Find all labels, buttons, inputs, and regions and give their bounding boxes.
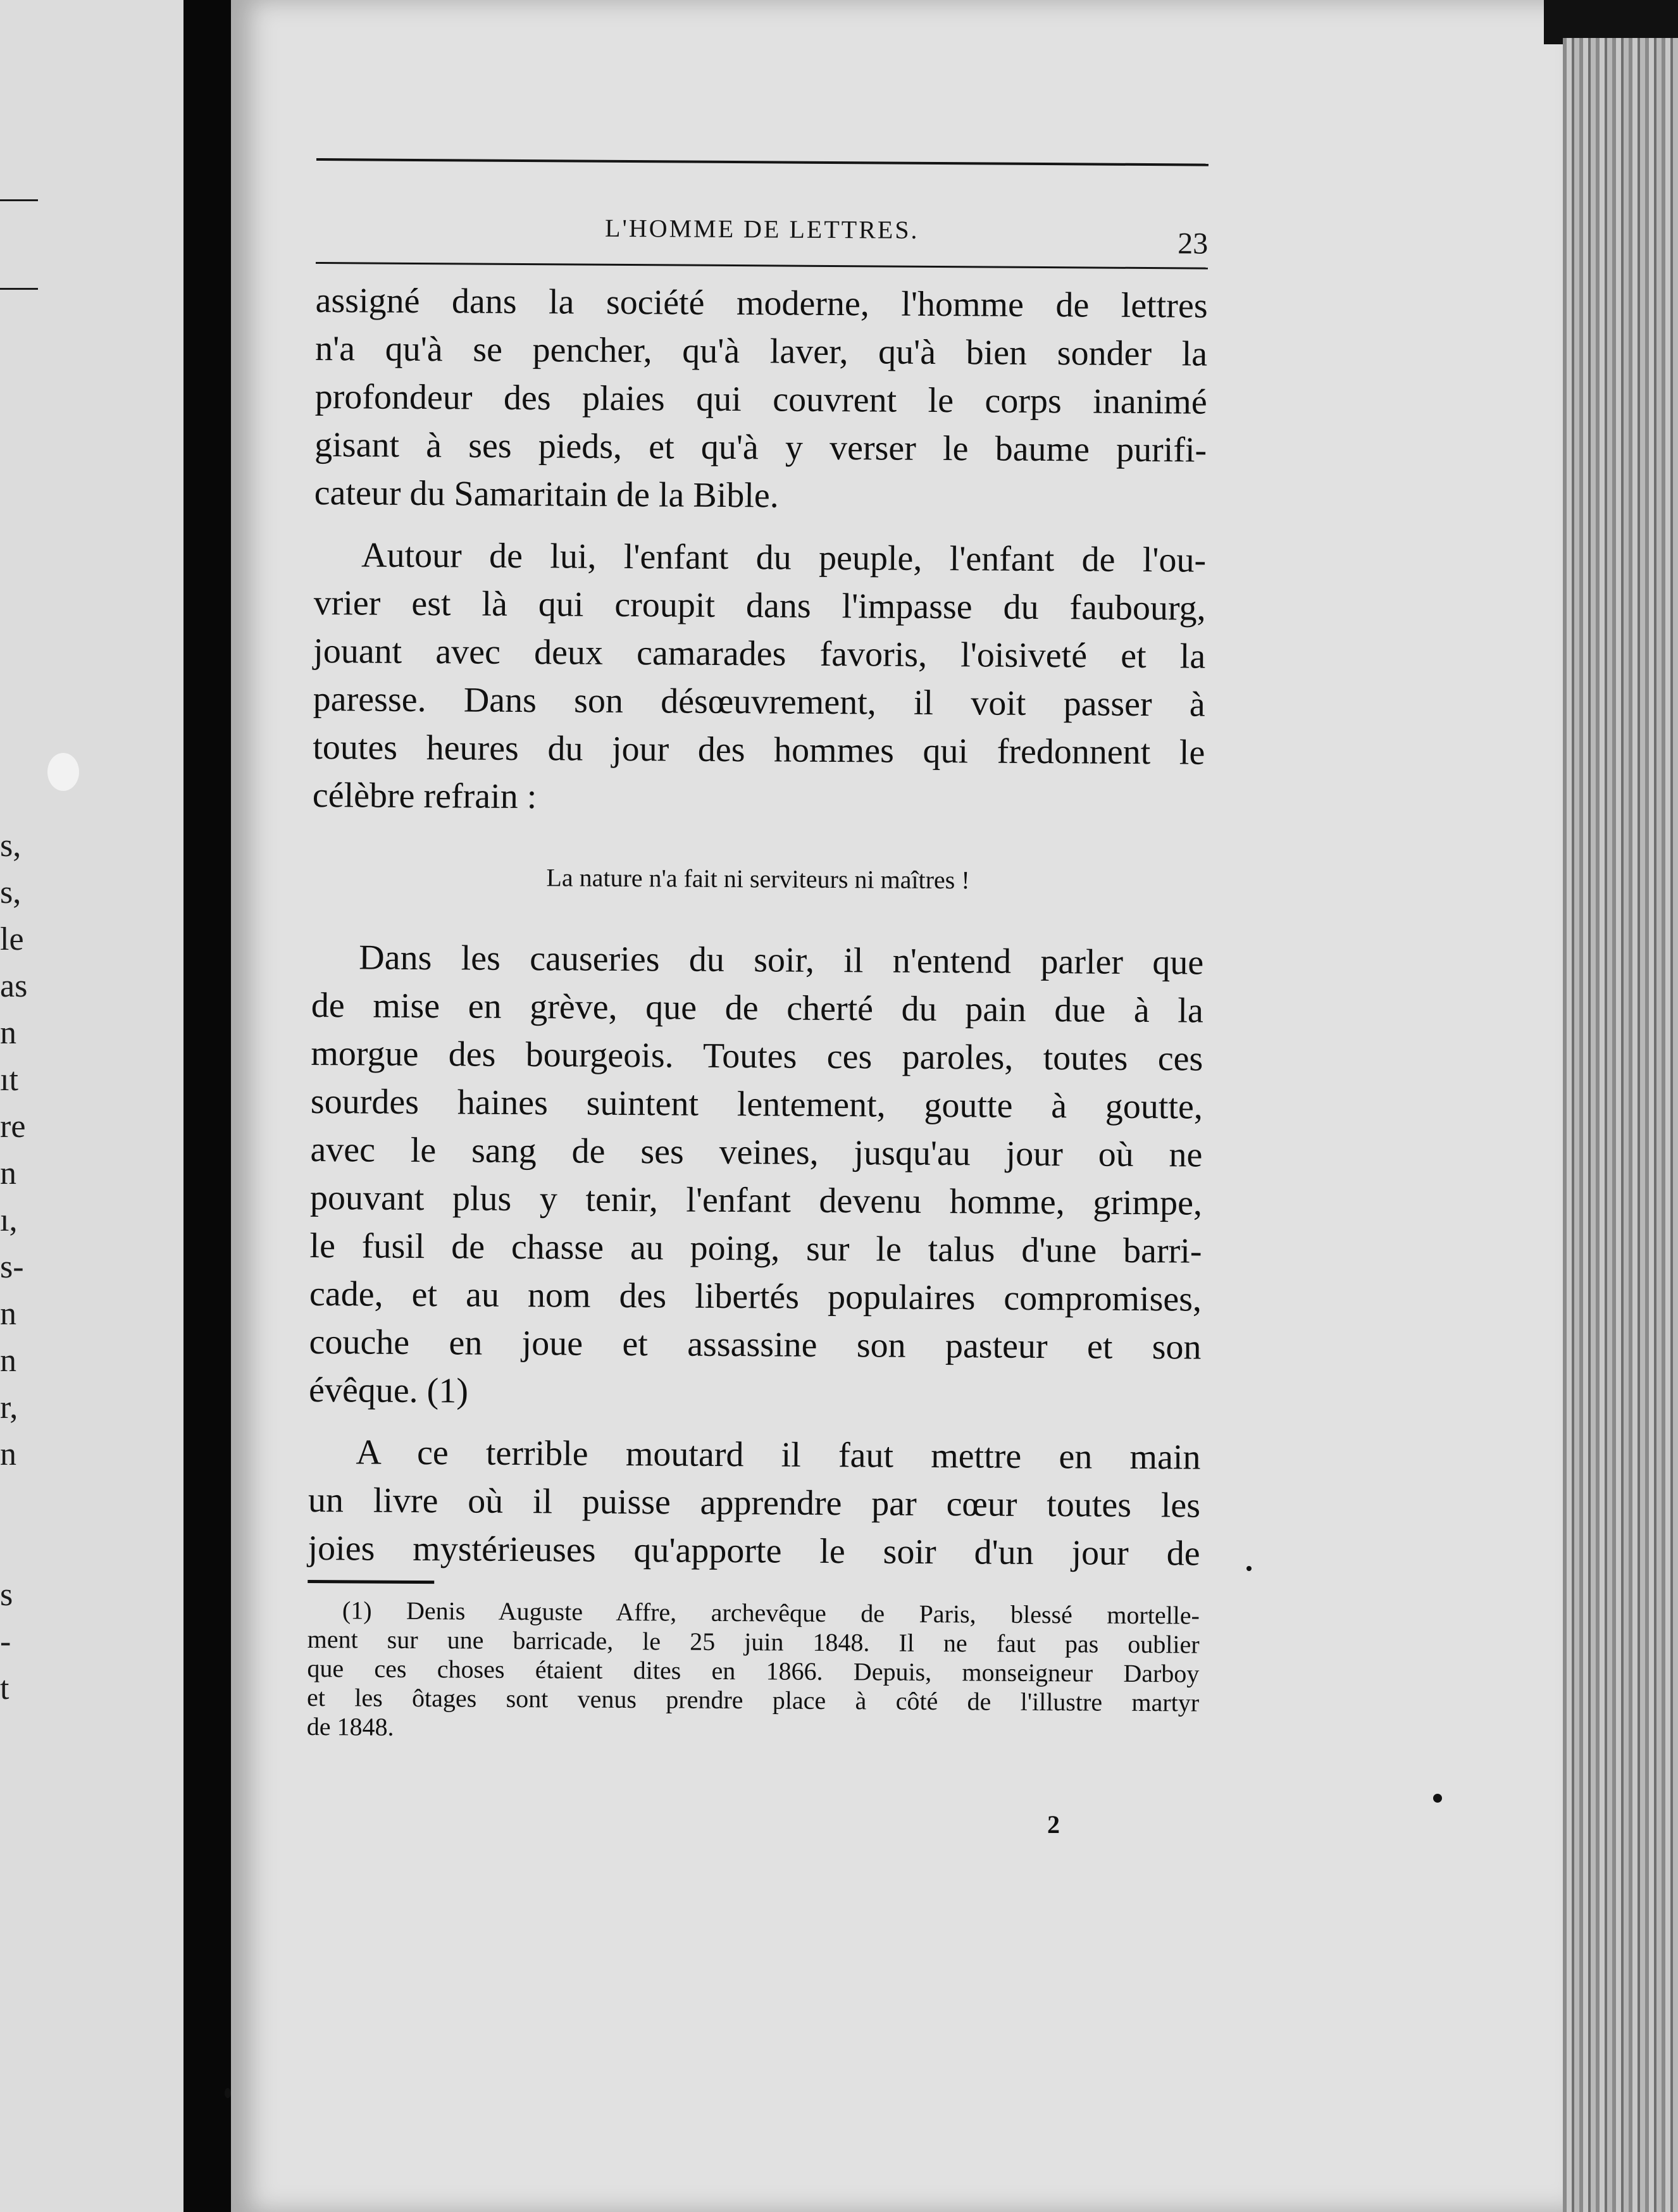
- text-line: jouant avec deux camarades favoris, l'oisiveté et la: [313, 631, 1206, 676]
- edge-letter: n: [0, 1296, 16, 1332]
- text-line: joies mystérieuses qu'apporte le soir d'un jour de: [308, 1528, 1200, 1574]
- scan-speck: [47, 753, 79, 791]
- edge-letter: ı,: [0, 1202, 18, 1238]
- edge-letter: s,: [0, 874, 22, 910]
- text-line: assigné dans la société moderne, l'homme de lettres: [315, 280, 1208, 326]
- paragraph-1: [314, 276, 1208, 523]
- left-page-rule-top: [0, 199, 38, 201]
- text-line: A ce terrible moutard il faut mettre en main: [356, 1432, 1201, 1477]
- edge-letter: n: [0, 1343, 16, 1379]
- left-page-edge-letters: [0, 823, 51, 1712]
- edge-letter: n: [0, 1015, 16, 1051]
- edge-letter: r,: [0, 1389, 18, 1426]
- running-head: [316, 161, 1209, 261]
- page-edges: [1563, 38, 1678, 2212]
- edge-letter: le: [0, 921, 24, 957]
- footnote-rule: [308, 1580, 434, 1584]
- text-line: Autour de lui, l'enfant du peuple, l'enfant de l'ou-: [361, 535, 1207, 580]
- paragraph-2: [313, 531, 1207, 825]
- scan-speck: [225, 2088, 231, 2098]
- footnote-line: et les ôtages sont venus prendre place à côté de l'illustre martyr: [307, 1682, 1200, 1717]
- text-line: Dans les causeries du soir, il n'entend parler que: [359, 938, 1204, 983]
- page-content: [307, 158, 1209, 1747]
- text-line: le fusil de chasse au poing, sur le talus d'une barri-: [309, 1226, 1202, 1271]
- text-line: avec le sang de ses veines, jusqu'au jour où ne: [310, 1129, 1203, 1175]
- text-line: de mise en grève, que de cherté du pain due à la: [311, 985, 1203, 1031]
- footnote-line: ment sur une barricade, le 25 juin 1848. Il ne faut pas oublier: [307, 1624, 1200, 1659]
- edge-letter: -: [0, 1624, 11, 1660]
- text-line: n'a qu'à se pencher, qu'à laver, qu'à bien sonder la: [314, 328, 1208, 374]
- text-line: un livre où il puisse apprendre par cœur toutes les: [308, 1480, 1201, 1525]
- text-line: toutes heures du jour des hommes qui fredonnent le: [313, 727, 1205, 773]
- edge-letter: n: [0, 1436, 16, 1472]
- edge-letter: s,: [0, 828, 22, 864]
- edge-letter: as: [0, 968, 28, 1004]
- left-page-rule-bottom: [0, 288, 38, 290]
- text-line: pouvant plus y tenir, l'enfant devenu homme, grimpe,: [309, 1177, 1203, 1223]
- text-line: profondeur des plaies qui couvrent le corps inanimé: [314, 376, 1207, 422]
- body-text: [308, 276, 1207, 1578]
- footnote: [307, 1596, 1200, 1747]
- signature-mark: 2: [1047, 1810, 1060, 1839]
- paragraph-4: [308, 1428, 1200, 1578]
- verse-quote: La nature n'a fait ni serviteurs ni maîtres !: [546, 863, 970, 895]
- text-line: cateur du Samaritain de la Bible.: [314, 473, 779, 516]
- edge-letter: s-: [0, 1249, 24, 1285]
- edge-letter: ıt: [0, 1062, 18, 1098]
- text-line: morgue des bourgeois. Toutes ces paroles, toutes ces: [311, 1033, 1203, 1079]
- footnote-line: que ces choses étaient dites en 1866. Depuis, monseigneur Darboy: [307, 1653, 1200, 1688]
- edge-letter: s: [0, 1577, 13, 1613]
- left-facing-page: [0, 0, 183, 2212]
- footnote-line: (1) Denis Auguste Affre, archevêque de Paris, blessé mortelle-: [342, 1596, 1200, 1630]
- running-title: L'HOMME DE LETTRES.: [604, 213, 919, 244]
- edge-letter-gap: [0, 1478, 51, 1572]
- text-line: gisant à ses pieds, et qu'à y verser le baume purifi-: [314, 425, 1207, 470]
- edge-letter: re: [0, 1109, 26, 1145]
- edge-letter: n: [0, 1155, 16, 1191]
- text-line: paresse. Dans son désœuvrement, il voit passer à: [313, 679, 1205, 724]
- page-number: 23: [1178, 227, 1209, 261]
- scan-speck: [1433, 1794, 1442, 1803]
- text-line: couche en joue et assassine son pasteur et son: [309, 1322, 1202, 1367]
- text-line: cade, et au nom des libertés populaires compromises,: [309, 1274, 1202, 1319]
- text-line: célèbre refrain :: [312, 775, 537, 817]
- paragraph-3: [309, 933, 1204, 1420]
- edge-letter: t: [0, 1670, 9, 1706]
- scan-speck: [1246, 1566, 1252, 1571]
- text-line: sourdes haines suintent lentement, goutte à goutte,: [310, 1081, 1203, 1127]
- text-line: évêque. (1): [308, 1370, 469, 1411]
- footnote-line: de 1848.: [306, 1712, 394, 1741]
- book-gutter: [183, 0, 231, 2212]
- header-rule-bottom: [316, 262, 1208, 270]
- text-line: vrier est là qui croupit dans l'impasse du faubourg,: [313, 583, 1206, 628]
